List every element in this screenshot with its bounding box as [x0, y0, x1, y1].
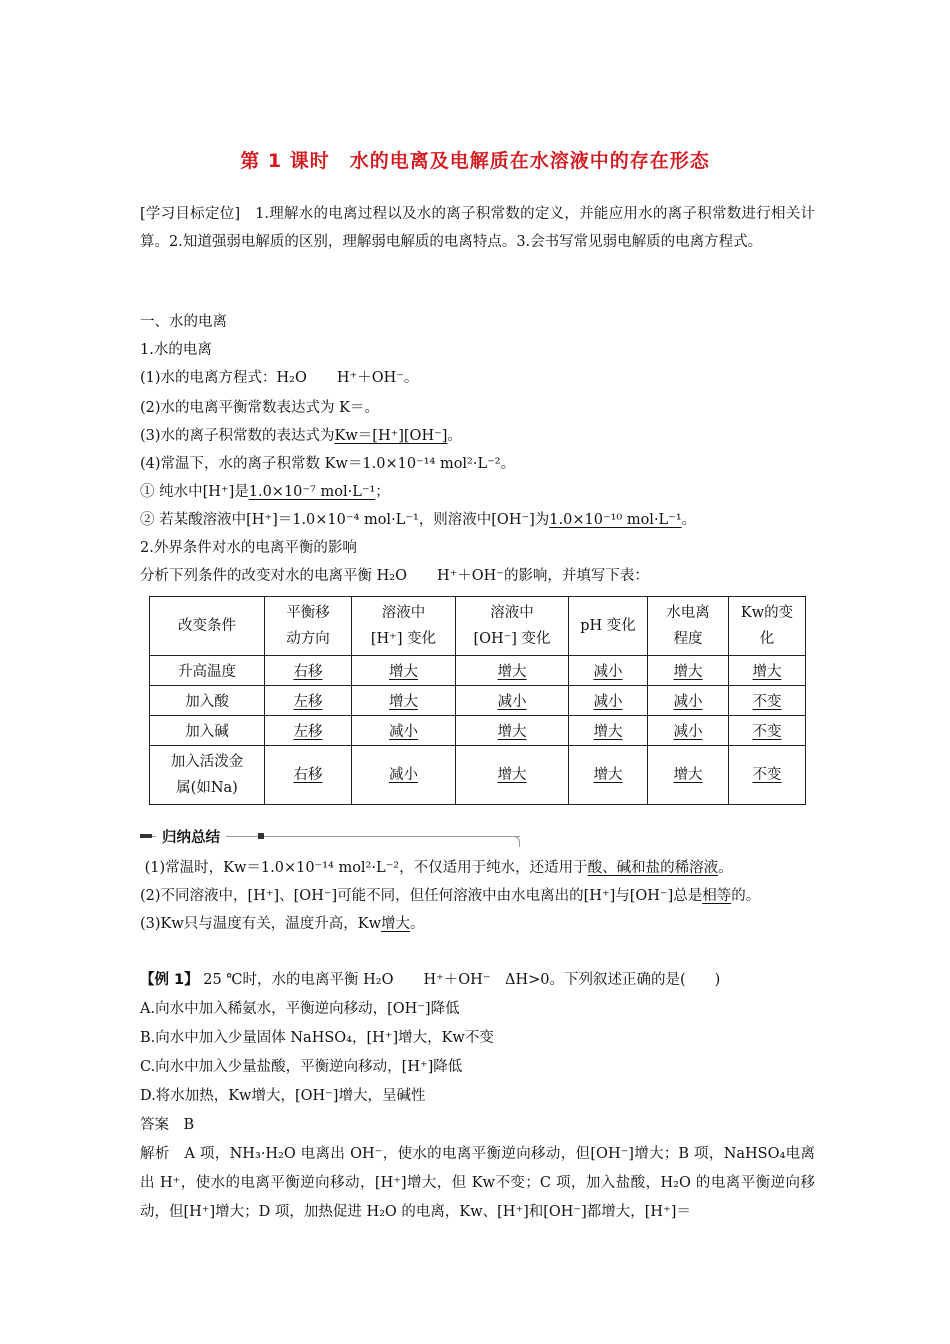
- summary-point: (2)不同溶液中，[H⁺]、[OH⁻]可能不同，但任何溶液中由水电离出的[H⁺]与[OH⁻]总是相等的。: [140, 888, 761, 904]
- text: ① 纯水中[H⁺]是: [140, 484, 249, 500]
- conditions-table: [149, 596, 806, 805]
- table-row: [150, 746, 806, 805]
- header-cell: pH 变化: [569, 597, 648, 656]
- condition-cell: 加入酸: [150, 686, 265, 716]
- answer-cell: 减小: [456, 686, 569, 716]
- answer-cell: 不变: [729, 746, 806, 805]
- answer-cell: 增大: [569, 746, 648, 805]
- analysis: 解析 A 项，NH₃·H₂O 电离出 OH⁻，使水的电离平衡逆向移动，但[OH⁻]增大；B 项，NaHSO₄电离出 H⁺，使水的电离平衡逆向移动，[H⁺]增大，但 Kw不变；C 项，加入盐酸，H₂O 的电离平衡逆向移动，但[H⁺]增大；D 项，加热促进 H₂O 的电离，Kw、[H⁺]和[OH⁻]都增大，[H⁺]＝: [140, 1146, 815, 1220]
- equilibrium-constant-line: (2)水的电离平衡常数表达式为 K＝。: [140, 400, 379, 416]
- header-cell: 改变条件: [150, 597, 265, 656]
- answer-blank: Kw＝[H⁺][OH⁻]: [334, 428, 448, 444]
- summary-header: [140, 826, 520, 846]
- answer-cell: 增大: [456, 746, 569, 805]
- pure-water-line: [140, 480, 390, 501]
- decor-square: [258, 833, 264, 839]
- answer-cell: 减小: [352, 716, 456, 746]
- subsection-heading: 2.外界条件对水的电离平衡的影响: [140, 540, 357, 556]
- answer-cell: 增大: [352, 656, 456, 686]
- table-intro-line: [140, 564, 649, 585]
- option-b: B.向水中加入少量固体 NaHSO₄，[H⁺]增大，Kw不变: [140, 1030, 494, 1046]
- table-row: [150, 656, 806, 686]
- option-d: D.将水加热，Kw增大，[OH⁻]增大，呈碱性: [140, 1088, 426, 1104]
- answer-cell: 减小: [352, 746, 456, 805]
- ion-product-line: [140, 424, 462, 445]
- condition-cell: 加入活泼金 属(如Na): [150, 746, 265, 805]
- text: 分析下列条件的改变对水的电离平衡 H₂O: [140, 568, 407, 584]
- header-cell: 溶液中 [OH⁻] 变化: [456, 597, 569, 656]
- answer-cell: 减小: [648, 686, 729, 716]
- kw-value-line: (4)常温下，水的离子积常数 Kw＝1.0×10⁻¹⁴ mol²·L⁻²。: [140, 456, 516, 472]
- header-cell: Kw的变 化: [729, 597, 806, 656]
- text: 。: [681, 512, 697, 528]
- summary-point: (1)常温时，Kw＝1.0×10⁻¹⁴ mol²·L⁻²，不仅适用于纯水，还适用于酸、碱和盐的稀溶液。: [144, 860, 733, 876]
- option-a: A.向水中加入稀氨水，平衡逆向移动，[OH⁻]降低: [140, 1001, 460, 1017]
- acid-solution-line: [140, 508, 696, 529]
- answer-cell: 右移: [265, 746, 352, 805]
- answer-cell: 左移: [265, 686, 352, 716]
- text: H⁺＋OH⁻的影响，并填写下表：: [436, 568, 649, 584]
- header-cell: 溶液中 [H⁺] 变化: [352, 597, 456, 656]
- text: ；: [375, 484, 390, 500]
- table-row: [150, 716, 806, 746]
- text: ② 若某酸溶液中[H⁺]＝1.0×10⁻⁴ mol·L⁻¹，则溶液中[OH⁻]为: [140, 512, 550, 528]
- table-row: [150, 686, 806, 716]
- decor-corner: [511, 836, 520, 847]
- page-title: 第 1 课时 水的电离及电解质在水溶液中的存在形态: [240, 150, 710, 172]
- example-tag: 【例 1】: [140, 972, 199, 988]
- ionization-equation-line: [140, 366, 418, 387]
- decor-dash: [140, 834, 152, 838]
- text: (3)水的离子积常数的表达式为: [140, 428, 335, 444]
- learning-objectives: [学习目标定位] 1.理解水的电离过程以及水的离子积常数的定义，并能应用水的离子积常数进行相关计算。2.知道强弱电解质的区别，理解弱电解质的电离特点。3.会书写常见弱电解质的电离方程式。: [140, 206, 815, 250]
- answer-cell: 增大: [648, 746, 729, 805]
- answer-cell: 增大: [352, 686, 456, 716]
- answer-cell: 减小: [569, 686, 648, 716]
- summary-label: 归纳总结: [156, 826, 226, 847]
- answer-blank: 1.0×10⁻¹⁰ mol·L⁻¹: [549, 512, 682, 528]
- option-c: C.向水中加入少量盐酸，平衡逆向移动，[H⁺]降低: [140, 1059, 463, 1075]
- example-stem: 【例 1】 25 ℃时，水的电离平衡 H₂O H⁺＋OH⁻ ΔH>0。下列叙述正确的是( ): [140, 972, 721, 988]
- answer-cell: 不变: [729, 686, 806, 716]
- answer-cell: 增大: [569, 716, 648, 746]
- section-heading: 一、水的电离: [140, 314, 227, 330]
- table-header-row: [150, 597, 806, 656]
- answer-blank: 1.0×10⁻⁷ mol·L⁻¹: [248, 484, 376, 500]
- answer-cell: 增大: [456, 716, 569, 746]
- text: H⁺＋OH⁻。: [336, 370, 419, 386]
- summary-point: (3)Kw只与温度有关，温度升高，Kw增大。: [140, 916, 425, 932]
- text: (1)水的电离方程式：H₂O: [140, 370, 307, 386]
- answer-cell: 减小: [648, 716, 729, 746]
- answer-cell: 减小: [569, 656, 648, 686]
- answer-cell: 左移: [265, 716, 352, 746]
- subsection-heading: 1.水的电离: [140, 342, 212, 358]
- answer-cell: 不变: [729, 716, 806, 746]
- answer-cell: 增大: [648, 656, 729, 686]
- condition-cell: 升高温度: [150, 656, 265, 686]
- summary-body: [140, 854, 815, 938]
- answer: 答案 B: [140, 1117, 195, 1133]
- condition-cell: 加入碱: [150, 716, 265, 746]
- answer-cell: 增大: [729, 656, 806, 686]
- answer-cell: 右移: [265, 656, 352, 686]
- text: 。: [447, 428, 462, 444]
- header-cell: 水电离 程度: [648, 597, 729, 656]
- header-cell: 平衡移 动方向: [265, 597, 352, 656]
- answer-cell: 增大: [456, 656, 569, 686]
